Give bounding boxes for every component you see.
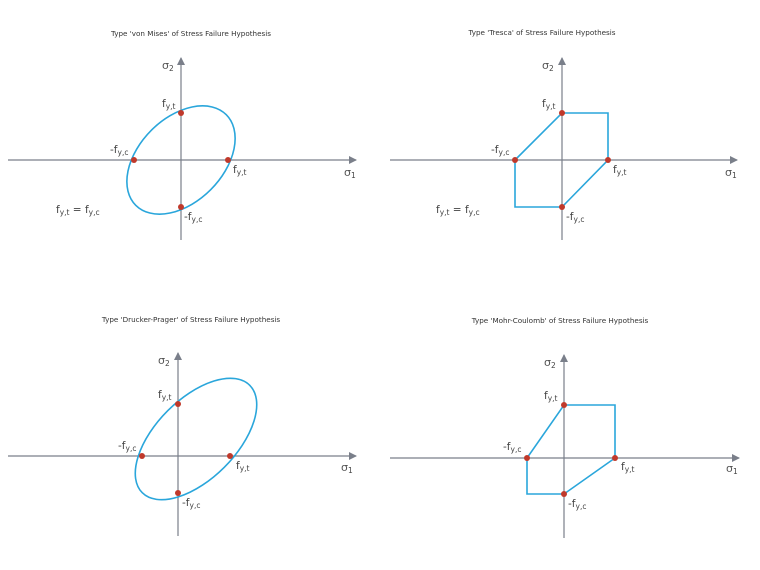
panel-title: Type 'Mohr-Coulomb' of Stress Failure Hypothesis <box>471 316 649 325</box>
fyc-point-s2 <box>178 204 184 210</box>
equality-note: fy,t = fy,c <box>56 204 100 217</box>
fyt-label-top: fy,t <box>158 389 172 402</box>
fyc-label-left: -fy,c <box>110 144 129 157</box>
panel-title: Type 'von Mises' of Stress Failure Hypothesis <box>110 29 272 38</box>
fyt-label-top: fy,t <box>162 98 176 111</box>
panel-title: Type 'Drucker-Prager' of Stress Failure Hypothesis <box>101 315 281 324</box>
fyt-point-s2 <box>175 401 181 407</box>
fyt-point-s1 <box>227 453 233 459</box>
fyt-label-right: fy,t <box>233 164 247 177</box>
fyt-point-s1 <box>612 455 618 461</box>
sigma1-label: σ1 <box>344 166 356 180</box>
sigma1-label: σ1 <box>341 461 353 475</box>
panel-mohr-coulomb <box>390 316 739 538</box>
panel-drucker-prager <box>8 315 356 536</box>
sigma2-label: σ2 <box>158 354 170 368</box>
fyt-point-s2 <box>559 110 565 116</box>
fyc-label-bottom: -fy,c <box>568 498 587 511</box>
panel-tresca <box>390 28 737 240</box>
fyt-point-s1 <box>605 157 611 163</box>
fyt-label-right: fy,t <box>613 164 627 177</box>
fyt-point-s2 <box>178 110 184 116</box>
fyt-label-right: fy,t <box>236 460 250 473</box>
fyc-point-s1 <box>512 157 518 163</box>
sigma1-label: σ1 <box>725 166 737 180</box>
equality-note: fy,t = fy,c <box>436 204 480 217</box>
fyc-label-left: -fy,c <box>503 441 522 454</box>
mohr-coulomb-hexagon <box>527 405 615 494</box>
fyc-label-left: -fy,c <box>491 144 510 157</box>
fyc-point-s2 <box>559 204 565 210</box>
fyt-label-top: fy,t <box>542 98 556 111</box>
drucker-prager-ellipse <box>114 357 278 521</box>
fyc-label-left: -fy,c <box>118 440 137 453</box>
fyc-label-bottom: -fy,c <box>182 497 201 510</box>
sigma2-label: σ2 <box>162 59 174 73</box>
fyt-point-s1 <box>225 157 231 163</box>
fyc-label-bottom: -fy,c <box>184 211 203 224</box>
fyc-point-s2 <box>175 490 181 496</box>
fyc-point-s2 <box>561 491 567 497</box>
fyc-label-bottom: -fy,c <box>566 211 585 224</box>
fyc-point-s1 <box>131 157 137 163</box>
sigma1-label: σ1 <box>726 462 738 476</box>
fyc-point-s1 <box>139 453 145 459</box>
panel-von-mises <box>8 29 356 240</box>
fyt-label-right: fy,t <box>621 461 635 474</box>
fyt-point-s2 <box>561 402 567 408</box>
sigma2-label: σ2 <box>544 356 556 370</box>
panel-title: Type 'Tresca' of Stress Failure Hypothesis <box>468 28 616 37</box>
fyc-point-s1 <box>524 455 530 461</box>
sigma2-label: σ2 <box>542 59 554 73</box>
fyt-label-top: fy,t <box>544 390 558 403</box>
